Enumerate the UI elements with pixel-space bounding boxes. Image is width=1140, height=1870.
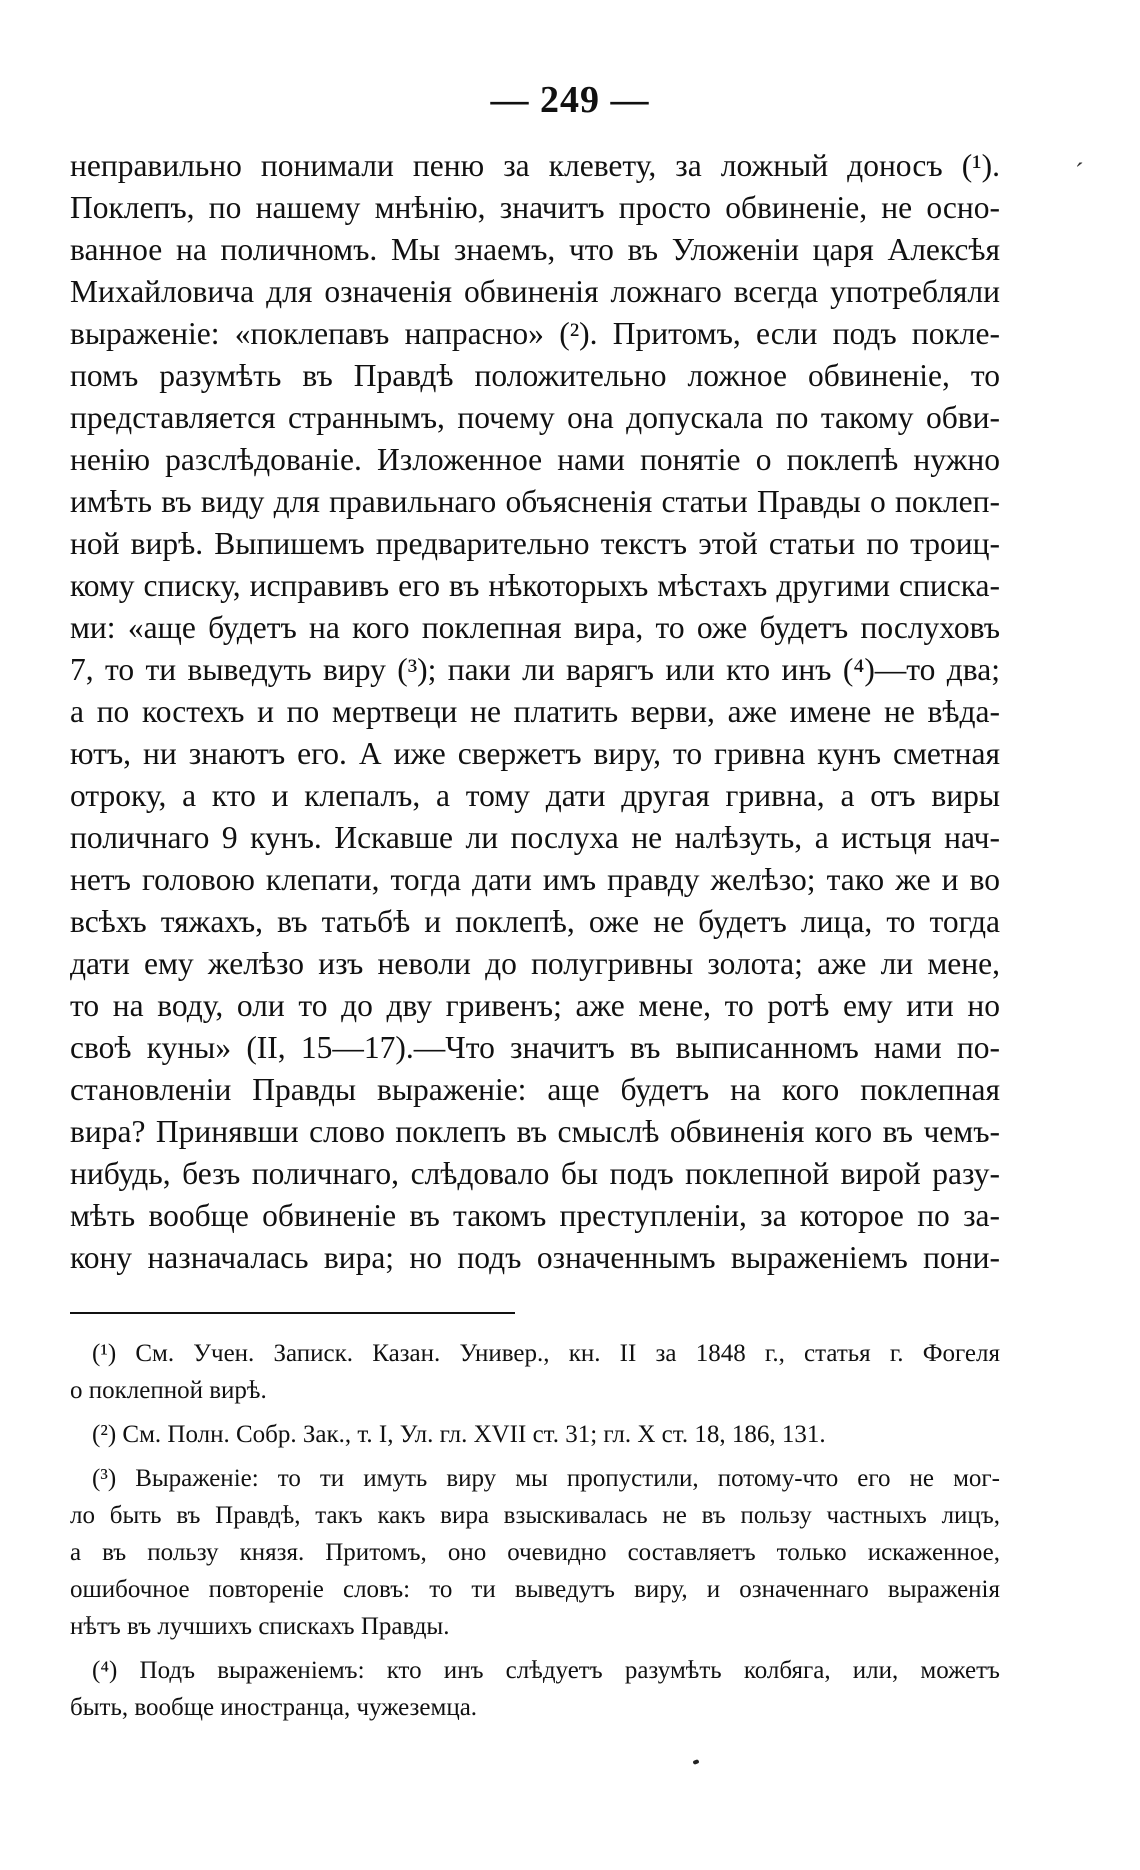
page-number: — 249 —: [490, 79, 650, 121]
footnote-line: (²) См. Полн. Собр. Зак., т. I, Ул. гл. XVII ст. 31; гл. X ст. 18, 186, 131.: [92, 1421, 826, 1448]
text-line: ной вирѣ. Выпишемъ предварительно текстъ этой статьи по троиц-: [70, 526, 1000, 561]
footnote-line: ошибочное повтореніе словъ: то ти выведутъ виру, и означеннаго выраженія: [70, 1576, 1000, 1603]
text-line: то на воду, оли то до дву гривенъ; аже мене, то ротѣ ему ити но: [70, 988, 1000, 1023]
footnote-line: нѣтъ въ лучшихъ спискахъ Правды.: [70, 1613, 450, 1640]
footnote-line: (⁴) Подъ выраженіемъ: кто инъ слѣдуетъ разумѣть колбяга, или, можетъ: [92, 1657, 1000, 1684]
footnotes-block: [70, 1335, 1000, 1726]
text-line: нибудь, безъ поличнаго, слѣдовало бы подъ поклепной вирой разу-: [70, 1156, 1000, 1191]
footnote-line: а въ пользу князя. Притомъ, оно очевидно составляетъ только искаженное,: [70, 1539, 1000, 1566]
text-line: вира? Принявши слово поклепъ въ смыслѣ обвиненія кого въ чемъ-: [70, 1114, 1000, 1149]
text-line: становленіи Правды выраженіе: аще будетъ на кого поклепная: [70, 1072, 1000, 1107]
text-line: ванное на поличномъ. Мы знаемъ, что въ Уложеніи царя Алексѣя: [70, 232, 1000, 267]
text-line: а по костехъ и по мертвеци не платить верви, аже имене не вѣда-: [70, 694, 1000, 729]
text-line: ненію разслѣдованіе. Изложенное нами понятіе о поклепѣ нужно: [70, 442, 1000, 477]
footnote-line: о поклепной вирѣ.: [70, 1377, 267, 1404]
text-line: поличнаго 9 кунъ. Искавше ли послуха не налѣзуть, а истьця нач-: [70, 820, 1000, 855]
text-line: ми: «аще будетъ на кого поклепная вира, то оже будетъ послуховъ: [70, 610, 1000, 645]
footnote-line: ло быть въ Правдѣ, такъ какъ вира взыскивалась не въ пользу частныхъ лицъ,: [70, 1502, 1000, 1529]
text-line: своѣ куны» (II, 15—17).—Что значитъ въ выписанномъ нами по-: [70, 1030, 1000, 1065]
footnote-line: (³) Выраженіе: то ти имуть виру мы пропустили, потому-что его не мог-: [92, 1465, 1000, 1492]
text-line: кому списку, исправивъ его въ нѣкоторыхъ мѣстахъ другими списка-: [70, 568, 1000, 603]
footnote-4: [70, 1652, 1000, 1726]
text-line: имѣть въ виду для правильнаго объясненія статьи Правды о поклеп-: [70, 484, 1000, 519]
footnote-3: [70, 1460, 1000, 1645]
text-line: дати ему желѣзо изъ неволи до полугривны золота; аже ли мене,: [70, 946, 1000, 981]
text-line: выраженіе: «поклепавъ напрасно» (²). Притомъ, если подъ покле-: [70, 316, 1000, 351]
margin-tick-mark: ˊ: [1075, 158, 1084, 187]
footnote-divider: [70, 1312, 515, 1314]
stray-ink-dot: [692, 1759, 699, 1765]
text-line: мѣть вообще обвиненіе въ такомъ преступленіи, за которое по за-: [70, 1198, 1000, 1233]
text-line: помъ разумѣть въ Правдѣ положительно ложное обвиненіе, то: [70, 358, 1000, 393]
text-line: отроку, а кто и клепалъ, а тому дати другая гривна, а отъ виры: [70, 778, 1000, 813]
text-line: ютъ, ни знаютъ его. А иже свержетъ виру, то гривна кунъ сметная: [70, 736, 1000, 771]
text-line: Поклепъ, по нашему мнѣнію, значитъ просто обвиненіе, не осно-: [70, 190, 1000, 225]
footnote-1: [70, 1335, 1000, 1409]
footnote-2: [70, 1416, 1000, 1453]
footnote-line: (¹) См. Учен. Записк. Казан. Универ., кн. II за 1848 г., статья г. Фогеля: [92, 1340, 1000, 1367]
main-text-block: [70, 145, 1000, 1279]
text-line: нетъ головою клепати, тогда дати имъ правду желѣзо; тако же и во: [70, 862, 1000, 897]
text-line: всѣхъ тяжахъ, въ татьбѣ и поклепѣ, оже не будетъ лица, то тогда: [70, 904, 1000, 939]
text-line: 7, то ти выведуть виру (³); паки ли варягъ или кто инъ (⁴)—то два;: [70, 652, 1000, 687]
text-line: кону назначалась вира; но подъ означеннымъ выраженіемъ пони-: [70, 1240, 1000, 1275]
text-line: Михайловича для означенія обвиненія ложнаго всегда употребляли: [70, 274, 1000, 309]
text-line: представляется страннымъ, почему она допускала по такому обви-: [70, 400, 1000, 435]
footnote-line: быть, вообще иностранца, чужеземца.: [70, 1694, 478, 1721]
text-line: неправильно понимали пеню за клевету, за ложный доносъ (¹).: [70, 148, 1000, 183]
